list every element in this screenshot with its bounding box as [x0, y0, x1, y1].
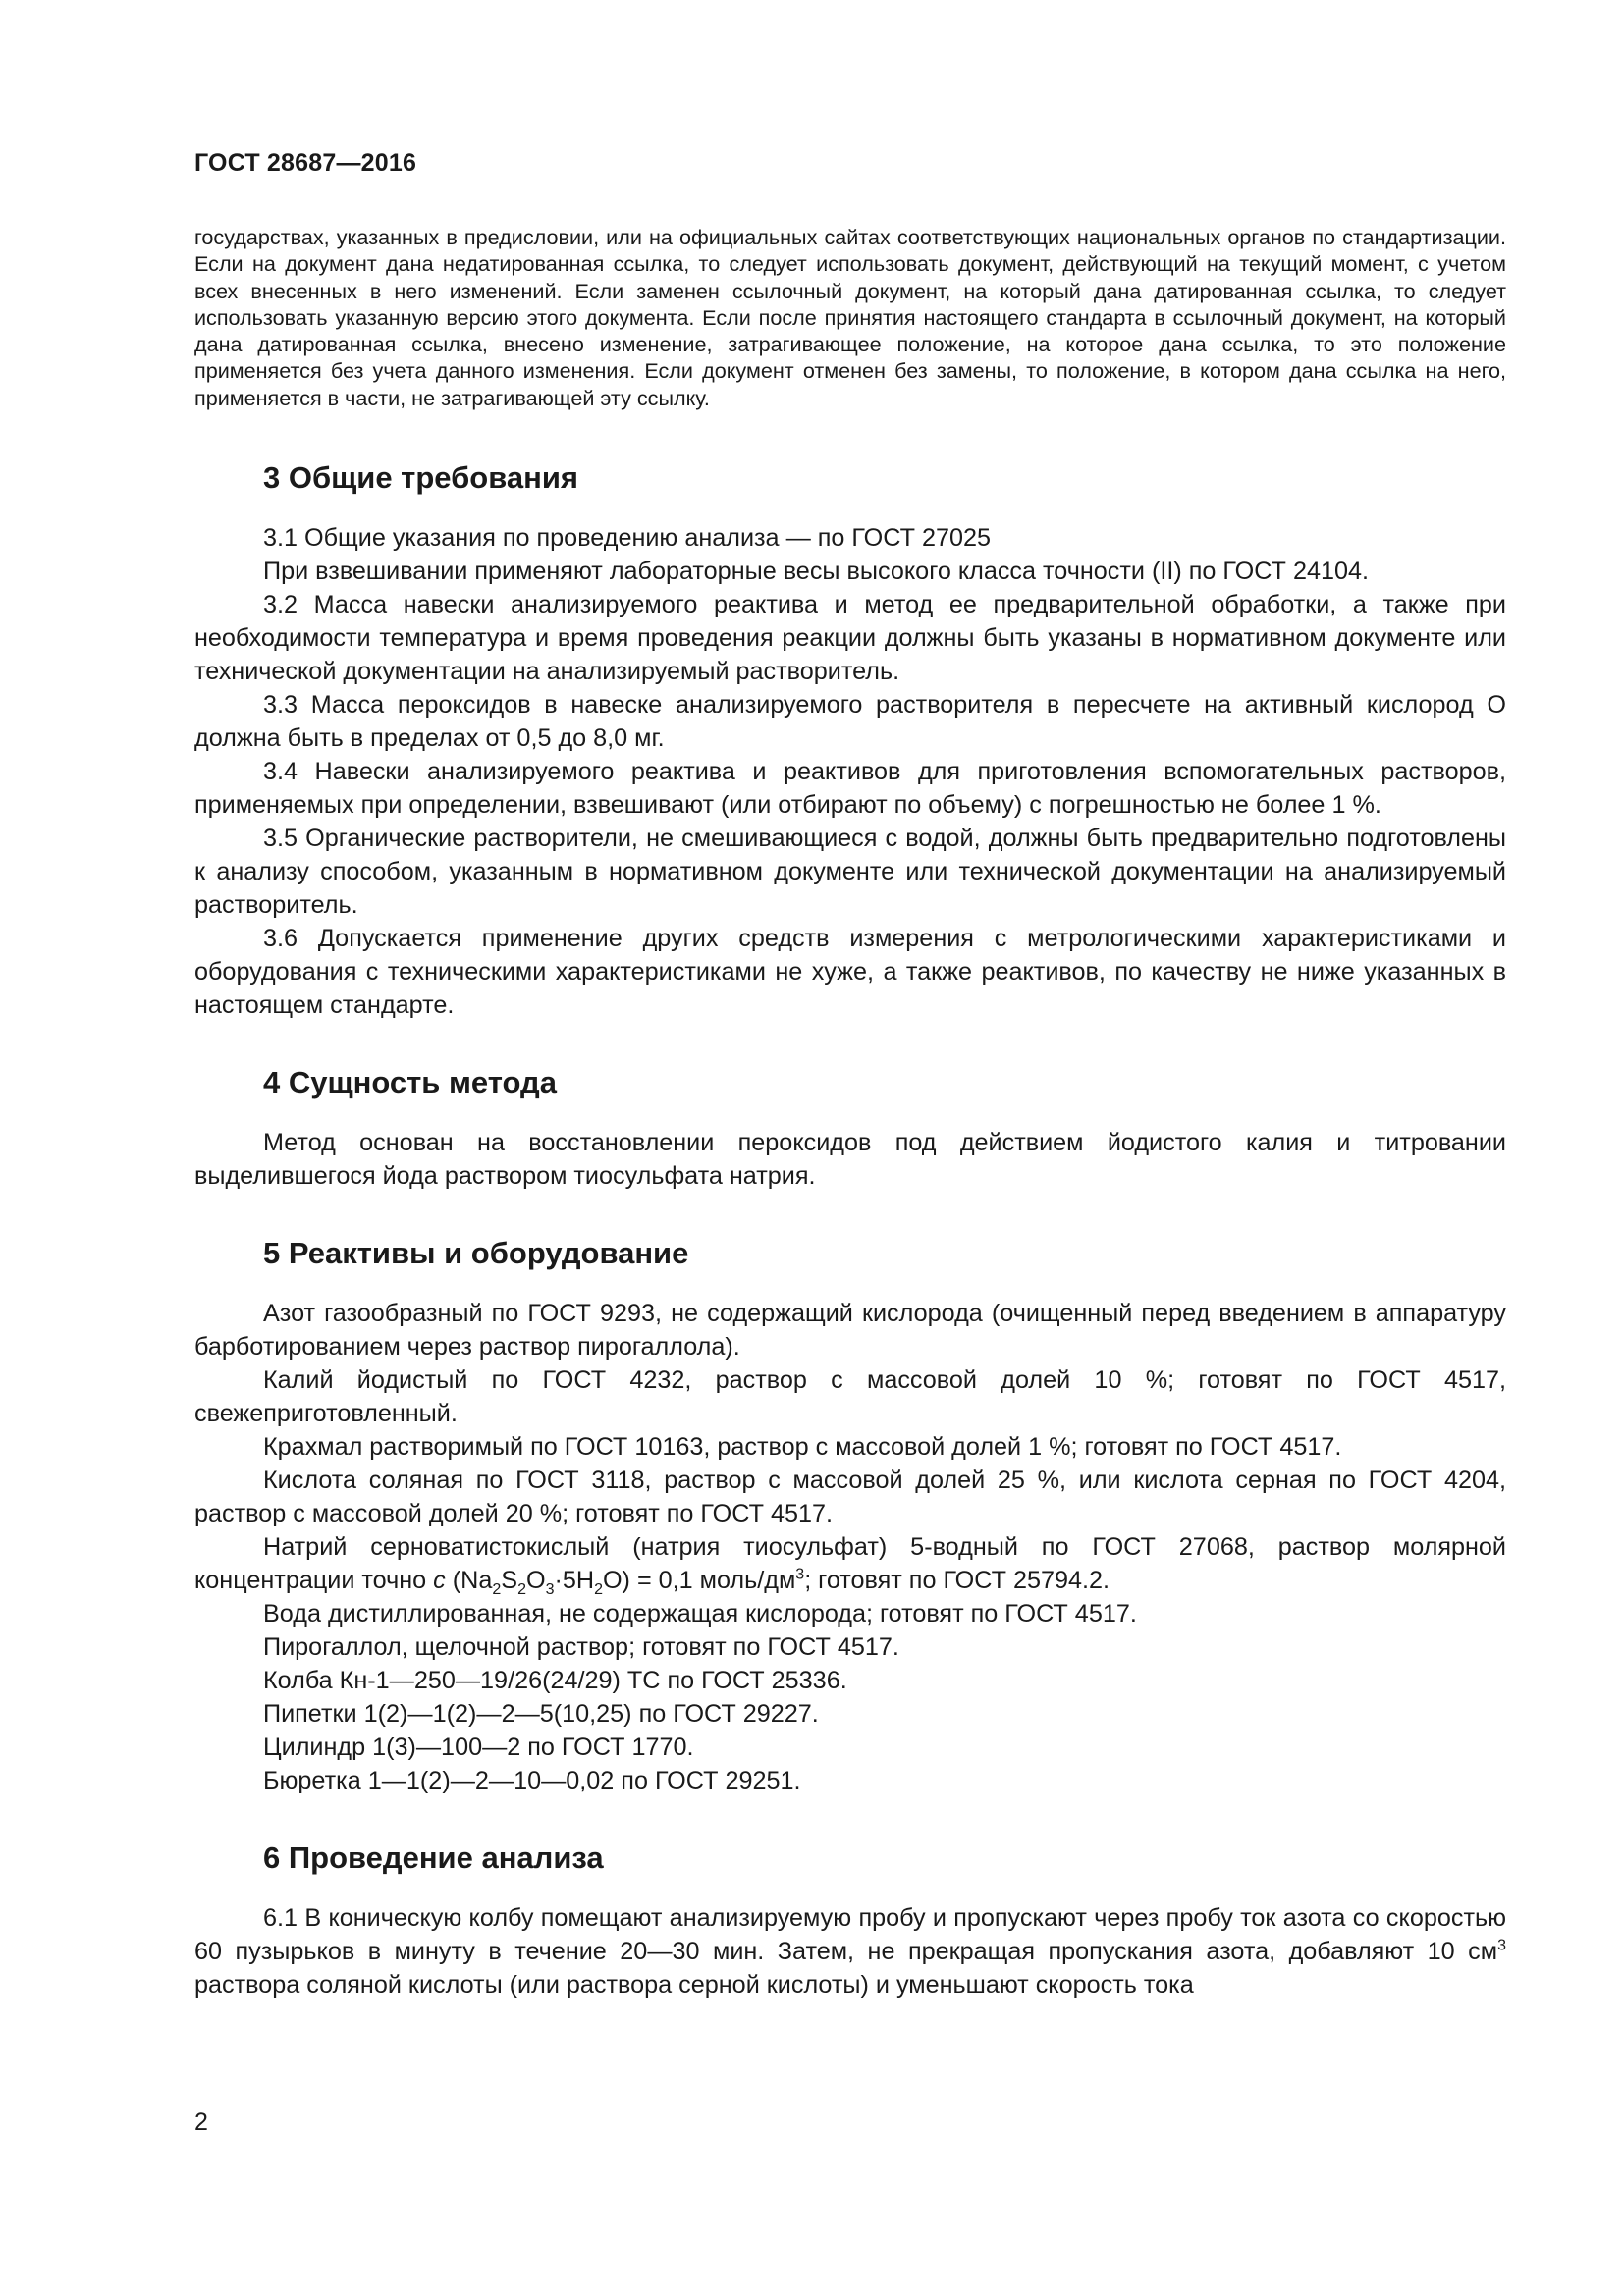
- formula-subscript: 2: [492, 1581, 502, 1599]
- section-5-paragraph-6: Вода дистиллированная, не содержащая кислорода; готовят по ГОСТ 4517.: [263, 1600, 1137, 1629]
- section-5-paragraph-8: Колба Кн-1—250—19/26(24/29) ТС по ГОСТ 25336.: [263, 1667, 847, 1695]
- section-5-paragraph-3: Крахмал растворимый по ГОСТ 10163, раствор с массовой долей 1 %; готовят по ГОСТ 4517.: [263, 1433, 1342, 1462]
- section-6-paragraph-1: [194, 1901, 1506, 2002]
- formula-subscript: 2: [517, 1581, 526, 1599]
- section-5-paragraph-4: Кислота соляная по ГОСТ 3118, раствор с массовой долей 25 %, или кислота серная по ГОСТ 4204, раствор с массовой долей 20 %; готовят по ГОСТ 4517.: [194, 1467, 1506, 1528]
- section-3-paragraph-6: 3.5 Органические растворители, не смешивающиеся с водой, должны быть предварительно подготовлены к анализу способом, указанным в нормативном документе или технической документации на анализируемый растворитель.: [194, 825, 1506, 920]
- document-header: ГОСТ 28687—2016: [194, 149, 417, 177]
- section-5-paragraph-1: Азот газообразный по ГОСТ 9293, не содержащий кислорода (очищенный перед введением в аппаратуру барботированием через раствор пирогаллола).: [194, 1300, 1506, 1362]
- section-6-title: 6 Проведение анализа: [263, 1841, 604, 1876]
- formula-close: O) = 0,1 моль/дм: [602, 1567, 796, 1595]
- section-3-paragraph-3: 3.2 Масса навески анализируемого реактива и метод ее предварительной обработки, а также при необходимости температура и время проведения реакции должны быть указаны в нормативном документе или технической документации на анализируемый растворитель.: [194, 591, 1506, 686]
- formula-subscript: 2: [594, 1581, 603, 1599]
- section-3-paragraph-4: 3.3 Масса пероксидов в навеске анализируемого растворителя в пересчете на активный кислород О должна быть в пределах от 0,5 до 8,0 мг.: [194, 691, 1506, 753]
- intro-paragraph: государствах, указанных в предисловии, или на официальных сайтах соответствующих национальных органов по стандартизации. Если на документ дана недатированная ссылка, то следует использовать документ, действующий на текущий момент, с учетом всех внесенных в него изменений. Если заменен ссылочный документ, на который дана датированная ссылка, то следует использовать указанную версию этого документа. Если после принятия настоящего стандарта в ссылочный документ, на который дана датированная ссылка, внесено изменение, затрагивающее положение, на которое дана ссылка, то это положение применяется без учета данного изменения. Если документ отменен без замены, то положение, в котором дана ссылка на него, применяется в части, не затрагивающей эту ссылку.: [194, 225, 1506, 410]
- formula-part: S: [501, 1567, 518, 1595]
- section-5-paragraph-5: [194, 1530, 1506, 1597]
- concentration-symbol: c: [433, 1567, 446, 1595]
- section-3-paragraph-5: 3.4 Навески анализируемого реактива и реактивов для приготовления вспомогательных растворов, применяемых при определении, взвешивают (или отбирают по объему) с погрешностью не более 1 %.: [194, 758, 1506, 820]
- thiosulfate-text-end: ; готовят по ГОСТ 25794.2.: [804, 1567, 1110, 1595]
- analysis-text-end: раствора соляной кислоты (или раствора серной кислоты) и уменьшают скорость тока: [194, 1971, 1194, 2000]
- formula-part: ·5H: [554, 1567, 595, 1595]
- section-4-title: 4 Сущность метода: [263, 1065, 557, 1100]
- section-5-title: 5 Реактивы и оборудование: [263, 1236, 689, 1271]
- unit-superscript: 3: [795, 1566, 805, 1583]
- section-5-paragraph-9: Пипетки 1(2)—1(2)—2—5(10,25) по ГОСТ 29227.: [263, 1700, 819, 1729]
- formula-part: O: [525, 1567, 546, 1595]
- section-5-paragraph-7: Пирогаллол, щелочной раствор; готовят по ГОСТ 4517.: [263, 1633, 899, 1662]
- page-number: 2: [194, 2109, 208, 2136]
- section-3-paragraph-1: 3.1 Общие указания по проведению анализа — по ГОСТ 27025: [263, 524, 991, 553]
- section-5-paragraph-11: Бюретка 1—1(2)—2—10—0,02 по ГОСТ 29251.: [263, 1767, 801, 1795]
- section-3-paragraph-2: При взвешивании применяют лабораторные весы высокого класса точности (II) по ГОСТ 24104.: [263, 558, 1369, 586]
- section-4-paragraph-1: Метод основан на восстановлении пероксидов под действием йодистого калия и титровании выделившегося йода раствором тиосульфата натрия.: [194, 1129, 1506, 1191]
- document-body: [194, 224, 1506, 2002]
- unit-superscript: 3: [1497, 1937, 1506, 1954]
- analysis-text: 6.1 В коническую колбу помещают анализируемую пробу и пропускают через пробу ток азота со скоростью 60 пузырьков в минуту в течение 20—30 мин. Затем, не прекращая пропускания азота, добавляют 10 см: [194, 1904, 1506, 1966]
- section-5-paragraph-2: Калий йодистый по ГОСТ 4232, раствор с массовой долей 10 %; готовят по ГОСТ 4517, свежеприготовленный.: [194, 1366, 1506, 1428]
- section-3-title: 3 Общие требования: [263, 460, 578, 496]
- section-3-paragraph-7: 3.6 Допускается применение других средств измерения с метрологическими характеристиками и оборудования с техническими характеристиками не хуже, а также реактивов, по качеству не ниже указанных в настоящем стандарте.: [194, 925, 1506, 1020]
- formula-open: (Na: [452, 1567, 493, 1595]
- section-5-paragraph-10: Цилиндр 1(3)—100—2 по ГОСТ 1770.: [263, 1734, 694, 1762]
- formula-subscript: 3: [545, 1581, 555, 1599]
- thiosulfate-text: Натрий серноватистокислый (натрия тиосульфат) 5-водный по ГОСТ 27068, раствор молярной концентрации точно: [194, 1533, 1506, 1595]
